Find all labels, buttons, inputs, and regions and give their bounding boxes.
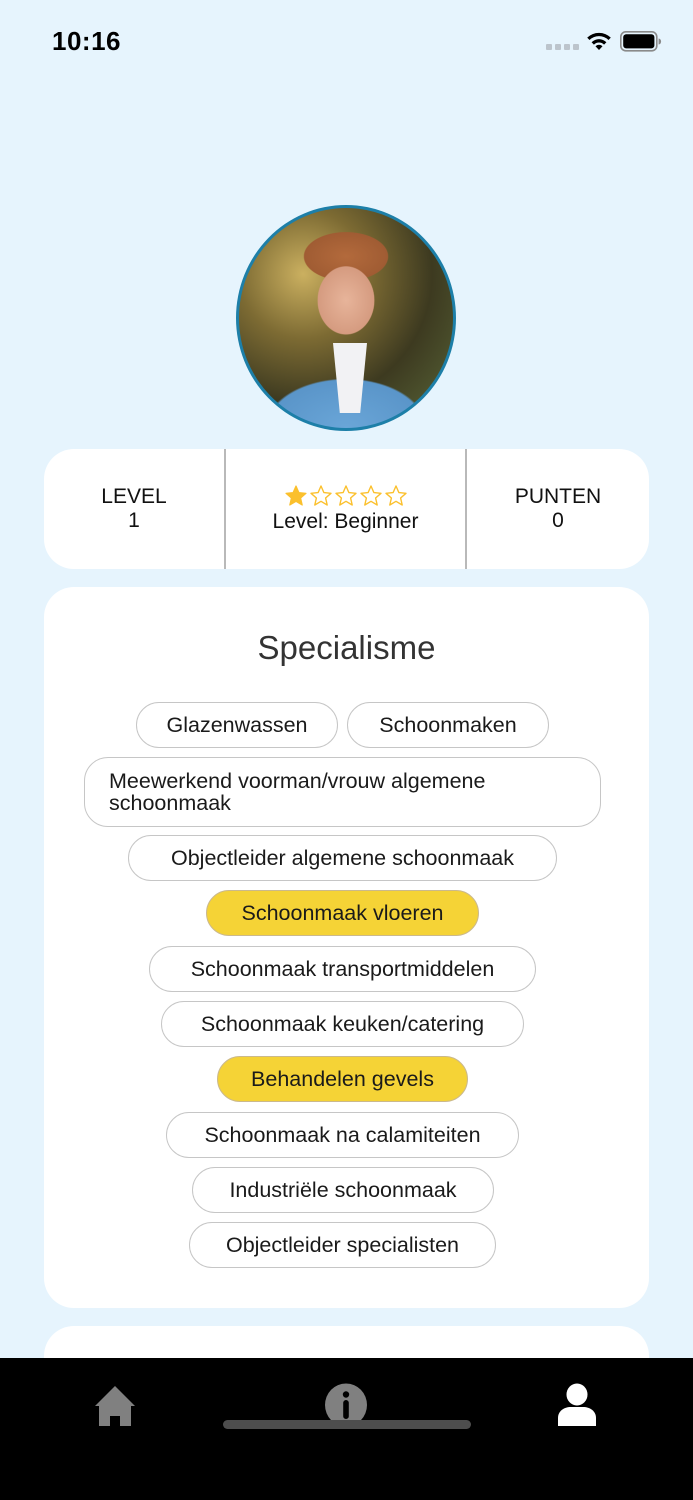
tab-home[interactable] xyxy=(85,1380,145,1430)
points-stat xyxy=(467,449,649,569)
wifi-icon xyxy=(585,30,613,52)
chip-industriele-schoonmaak[interactable]: Industriële schoonmaak xyxy=(192,1167,494,1213)
tab-profile[interactable] xyxy=(547,1380,607,1430)
home-icon xyxy=(93,1383,137,1427)
avatar-photo xyxy=(333,343,367,413)
status-bar xyxy=(0,0,693,90)
star-filled-icon xyxy=(284,484,308,508)
chip-behandelen-gevels[interactable]: Behandelen gevels xyxy=(217,1056,468,1102)
star-empty-icon xyxy=(359,484,383,508)
star-empty-icon xyxy=(309,484,333,508)
chip-schoonmaken[interactable]: Schoonmaken xyxy=(347,702,549,748)
star-empty-icon xyxy=(334,484,358,508)
points-value: 0 xyxy=(552,509,564,532)
level-label: LEVEL xyxy=(101,485,167,508)
chip-objectleider-specialisten[interactable]: Objectleider specialisten xyxy=(189,1222,496,1268)
chip-schoonmaak-calamiteiten[interactable]: Schoonmaak na calamiteiten xyxy=(166,1112,519,1158)
level-value: 1 xyxy=(128,509,140,532)
home-indicator[interactable] xyxy=(223,1420,471,1429)
star-empty-icon xyxy=(384,484,408,508)
specialism-title: Specialisme xyxy=(257,629,436,666)
rank-stat xyxy=(226,449,467,569)
stats-card xyxy=(44,449,649,569)
avatar[interactable] xyxy=(236,205,456,431)
points-label: PUNTEN xyxy=(514,485,602,508)
rank-text: Level: Beginner xyxy=(272,510,419,533)
specialism-card xyxy=(44,587,649,1308)
user-icon xyxy=(555,1383,599,1427)
chip-glazenwassen[interactable]: Glazenwassen xyxy=(136,702,338,748)
status-time: 10:16 xyxy=(52,26,121,56)
chip-schoonmaak-transportmiddelen[interactable]: Schoonmaak transportmiddelen xyxy=(149,946,536,992)
chip-objectleider-algemene[interactable]: Objectleider algemene schoonmaak xyxy=(128,835,557,881)
level-stat xyxy=(44,449,226,569)
battery-icon xyxy=(620,31,662,52)
chip-meewerkend-voorman[interactable]: Meewerkend voorman/vrouw algemene schoonmaak xyxy=(84,757,601,827)
chip-schoonmaak-vloeren[interactable]: Schoonmaak vloeren xyxy=(206,890,479,936)
star-rating xyxy=(284,484,408,508)
signal-icon xyxy=(546,44,579,50)
tab-bar xyxy=(0,1358,693,1500)
chip-schoonmaak-keuken[interactable]: Schoonmaak keuken/catering xyxy=(161,1001,524,1047)
